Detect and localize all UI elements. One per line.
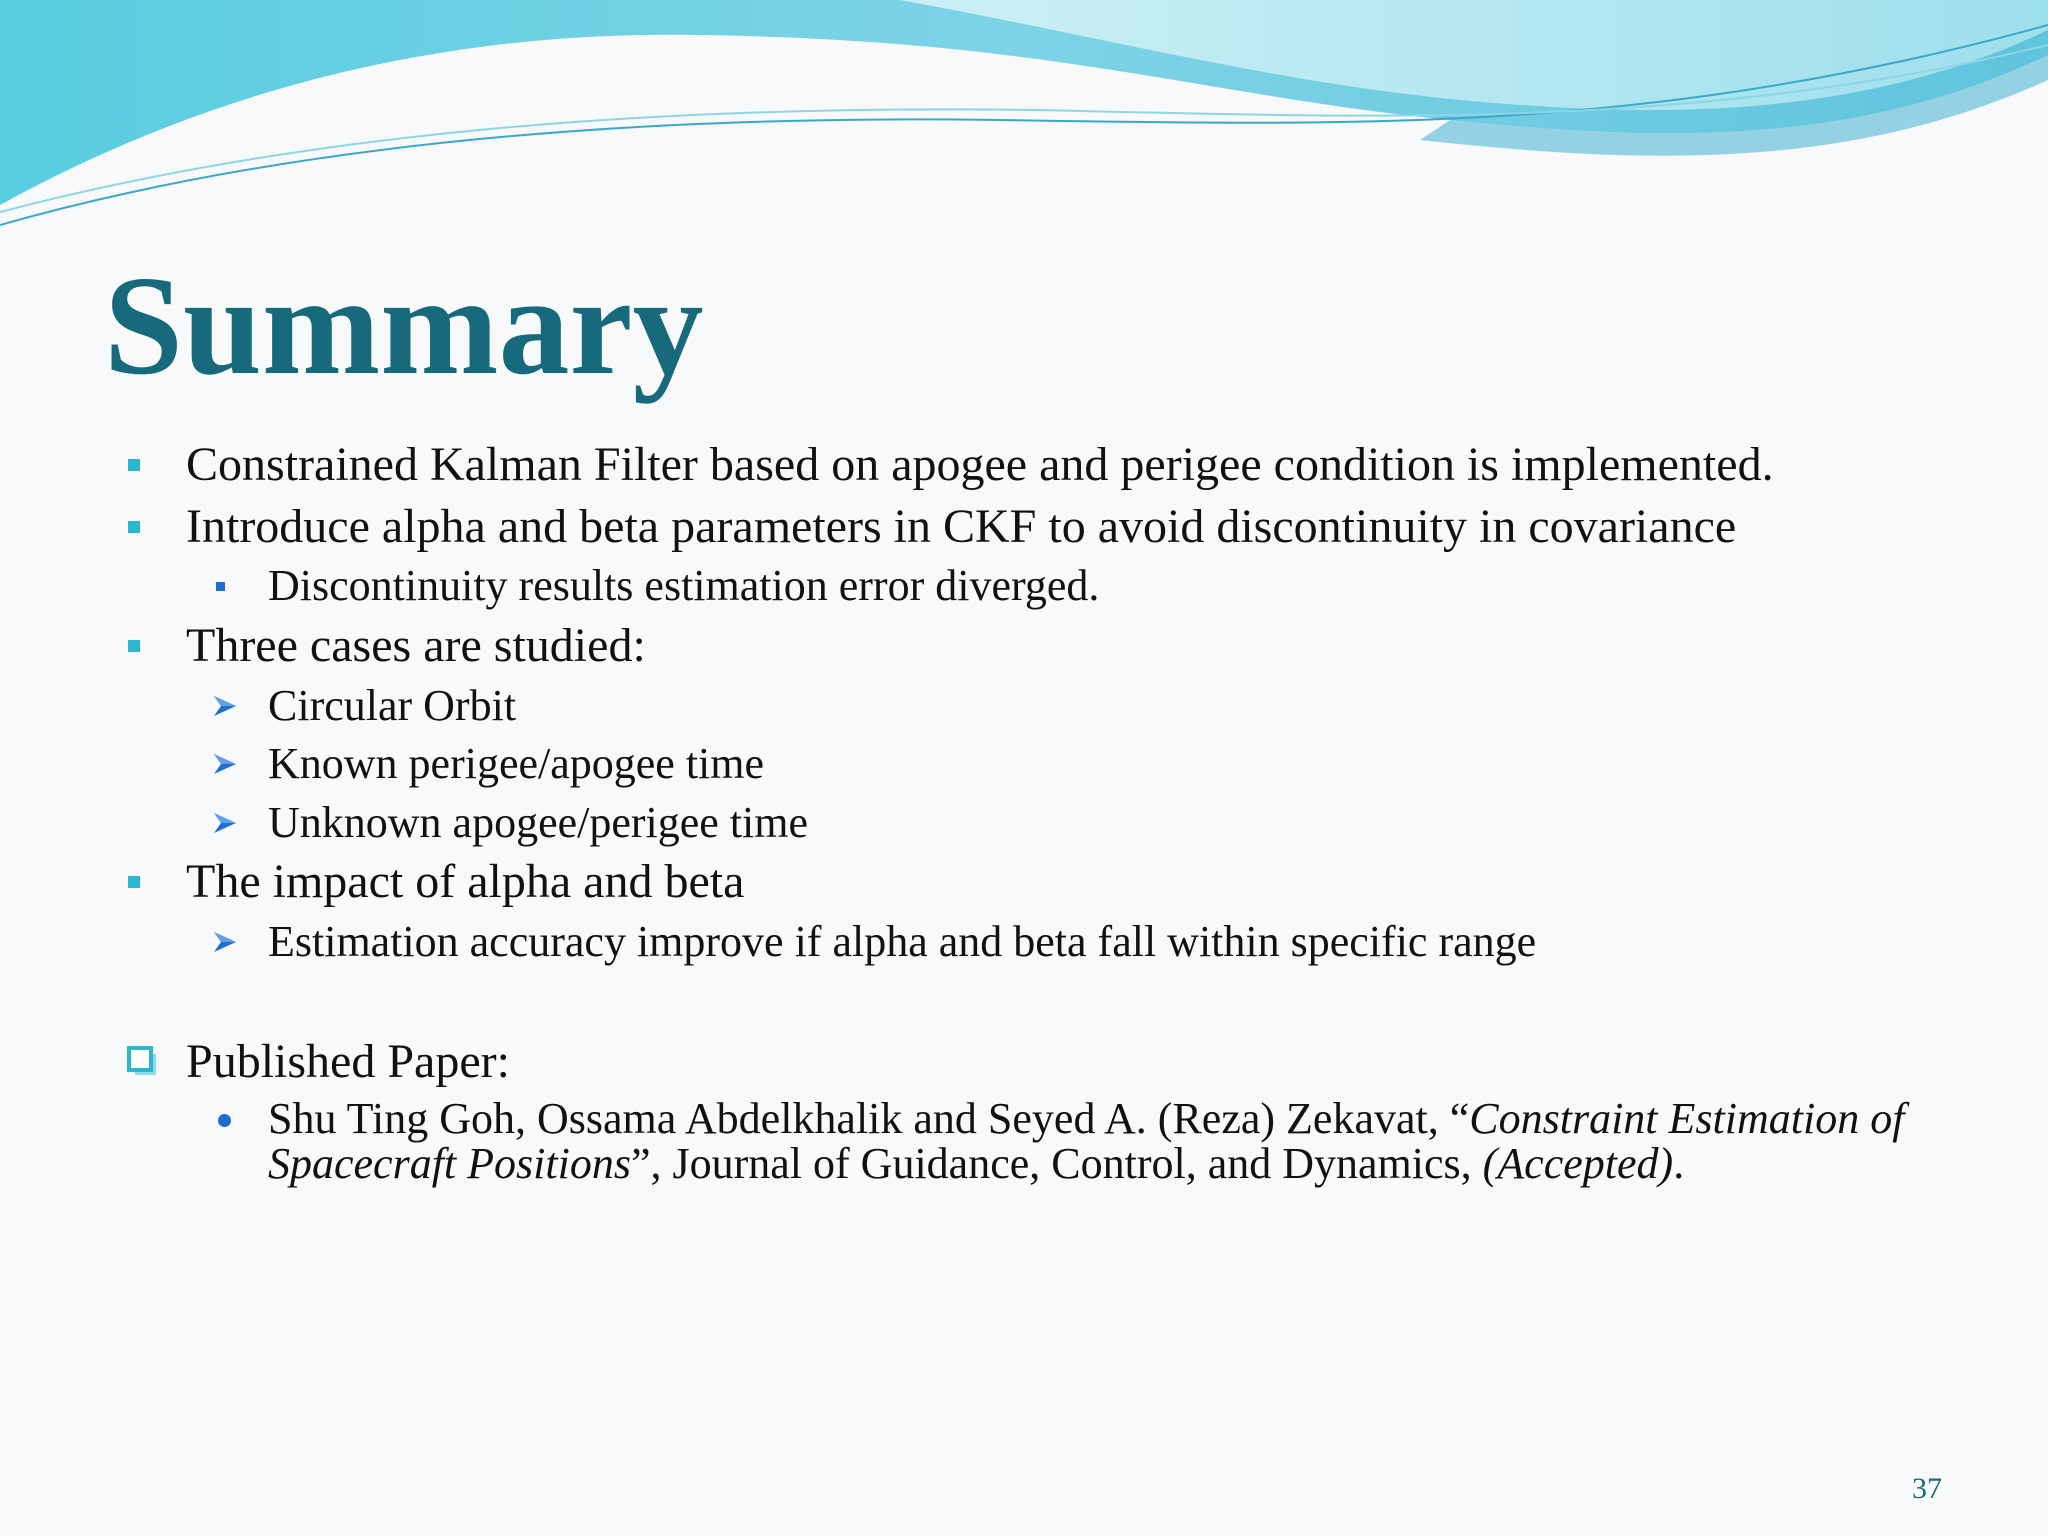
bullet-ckf-implemented: Constrained Kalman Filter based on apogee and perigee condition is implemented.: [186, 438, 1774, 491]
bullet-impact-alpha-beta: The impact of alpha and beta: [186, 855, 745, 908]
published-paper-heading: Published Paper:: [186, 1035, 510, 1088]
page-number: 37: [1912, 1472, 1942, 1505]
arrow-bullet-icon: [212, 930, 238, 954]
case-circular-orbit: Circular Orbit: [268, 681, 517, 730]
paper-reference: [268, 1096, 1908, 1186]
arrow-bullet-icon: [212, 752, 238, 776]
case-unknown-time: Unknown apogee/perigee time: [268, 798, 809, 847]
square-bullet-icon: [128, 876, 140, 888]
arrow-bullet-icon: [212, 694, 238, 718]
paper-end: .: [1673, 1139, 1685, 1188]
paper-authors: Shu Ting Goh, Ossama Abdelkhalik and Seyed A. (Reza) Zekavat, “: [268, 1094, 1470, 1143]
square-bullet-icon: [128, 459, 140, 471]
checkbox-bullet-icon: [126, 1046, 158, 1076]
paper-title: Constraint Estimation of Spacecraft Positions: [268, 1094, 1905, 1188]
case-known-time: Known perigee/apogee time: [268, 739, 765, 788]
small-square-bullet-icon: [216, 582, 225, 591]
square-bullet-icon: [128, 521, 140, 533]
slide-title: Summary: [104, 246, 704, 404]
paper-journal: ”, Journal of Guidance, Control, and Dynamics,: [630, 1139, 1483, 1188]
sub-bullet-discontinuity: Discontinuity results estimation error diverged.: [268, 561, 1100, 610]
header-wave-decoration: [0, 0, 2048, 240]
dot-bullet-icon: [218, 1114, 231, 1127]
bullet-alpha-beta-params: Introduce alpha and beta parameters in CKF to avoid discontinuity in covariance: [186, 500, 1737, 553]
paper-status: (Accepted): [1482, 1139, 1674, 1188]
square-bullet-icon: [128, 640, 140, 652]
arrow-bullet-icon: [212, 811, 238, 835]
bullet-three-cases: Three cases are studied:: [186, 619, 646, 672]
sub-bullet-estimation-accuracy: Estimation accuracy improve if alpha and beta fall within specific range: [268, 917, 1537, 966]
